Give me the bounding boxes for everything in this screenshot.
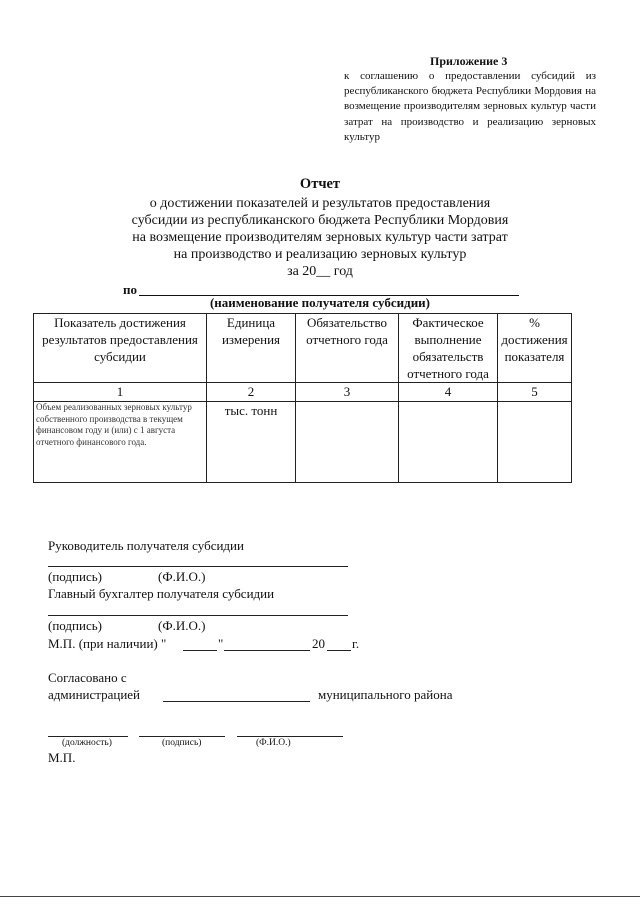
small-signature-line[interactable]: [139, 736, 225, 737]
fio-caption: (Ф.И.О.): [158, 618, 206, 633]
cell-actual[interactable]: [399, 402, 498, 483]
signature-caption: (подпись): [48, 569, 102, 584]
report-subtitle-line: субсидии из республиканского бюджета Республики Мордовия: [131, 213, 509, 228]
head-label: Руководитель получателя субсидии: [48, 538, 244, 553]
position-caption: (должность): [62, 738, 112, 748]
date-day-line[interactable]: [183, 650, 217, 651]
signature-caption: (подпись): [48, 618, 102, 633]
report-subtitle-line: на возмещение производителям зерновых культур части затрат: [132, 230, 508, 245]
date-month-line[interactable]: [224, 650, 310, 651]
fio-caption-small: (Ф.И.О.): [256, 738, 291, 748]
position-line[interactable]: [48, 736, 128, 737]
accountant-label: Главный бухгалтер получателя субсидии: [48, 586, 275, 601]
recipient-caption: (наименование получателя субсидии): [209, 295, 431, 310]
table-number-row: [34, 383, 572, 402]
table-row: [34, 402, 572, 483]
report-subtitle-line: о достижении показателей и результатов предоставления: [149, 196, 491, 211]
header-indicator: Показатель достижения результатов предоставления субсидии: [34, 314, 207, 383]
signature-caption-small: (подпись): [162, 738, 202, 748]
cell-percent[interactable]: [498, 402, 572, 483]
year-prefix: 20: [312, 636, 325, 651]
header-percent: % достижения показателя: [498, 314, 572, 383]
recipient-po-label: по: [123, 282, 137, 297]
page-bottom-rule: [0, 896, 640, 897]
cell-obligation[interactable]: [296, 402, 399, 483]
cell-indicator: Объем реализованных зерновых культур собственного производства в текущем финансовом году и (или) с 1 августа отчетного финансового года.: [34, 402, 207, 483]
column-number: 1: [34, 383, 207, 402]
column-number: 3: [296, 383, 399, 402]
header-obligation: Обязательство отчетного года: [296, 314, 399, 383]
small-fio-line[interactable]: [237, 736, 343, 737]
year-suffix: г.: [352, 636, 360, 651]
mp-bottom-label: М.П.: [48, 750, 76, 765]
report-subtitle-line: на производство и реализацию зерновых культур: [173, 247, 467, 262]
district-name-line[interactable]: [163, 701, 310, 702]
head-signature-line[interactable]: [48, 566, 348, 567]
column-number: 4: [399, 383, 498, 402]
column-number: 2: [207, 383, 296, 402]
fio-caption: (Ф.И.О.): [158, 569, 206, 584]
quote-close: ": [218, 636, 224, 651]
district-label: муниципального района: [318, 687, 453, 702]
report-table: [33, 313, 572, 483]
cell-unit: тыс. тонн: [207, 402, 296, 483]
report-year-line: за 20__ год: [287, 264, 353, 279]
date-year-line[interactable]: [327, 650, 351, 651]
agreed-label: Согласовано с: [48, 670, 127, 685]
report-subtitle: [90, 195, 550, 280]
table-header-row: [34, 314, 572, 383]
report-title: Отчет: [299, 176, 341, 192]
administration-label: администрацией: [48, 687, 141, 702]
accountant-signature-line[interactable]: [48, 615, 348, 616]
appendix-title: Приложение 3: [430, 54, 508, 68]
appendix-text: к соглашению о предоставлении субсидий из республиканского бюджета Республики Мордовия на возмещение производителям зерновых культур части затрат на производство и реализацию зерновых культур: [344, 70, 596, 143]
header-actual: Фактическое выполнение обязательств отчетного года: [399, 314, 498, 383]
column-number: 5: [498, 383, 572, 402]
header-unit: Единица измерения: [207, 314, 296, 383]
mp-label: М.П. (при наличии) ": [48, 636, 167, 651]
